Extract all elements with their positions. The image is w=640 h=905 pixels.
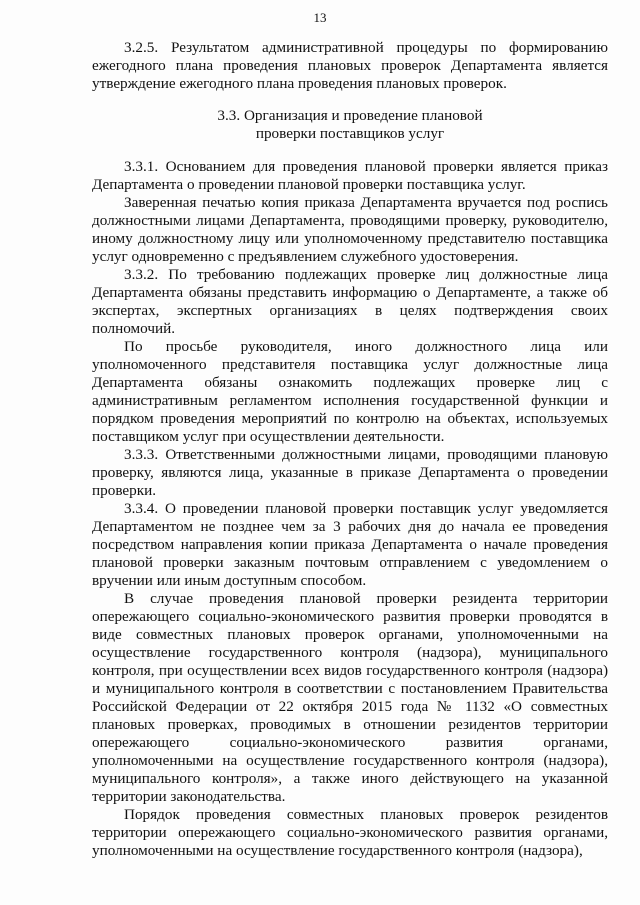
paragraph-resident-check: В случае проведения плановой проверки резидента территории опережающего социально-экономического развития проверки проводятся в виде совместных плановых проверок органами, уполномоченными на осуществление государственного контроля (надзора), муниципального контроля, при осуществлении всех видов государственного контроля (надзора) и муниципального контроля в соответствии с постановлением Правительства Российской Федерации от 22 октября 2015 года № 1132 «О совместных плановых проверках, проводимых в отношении резидентов территории опережающего социально-экономического развития органами, уполномоченными на осуществление государственного контроля (надзора), муниципального контроля», а также иного действующего на указанной территории законодательства. [92, 590, 608, 805]
paragraph-on-request: По просьбе руководителя, иного должностного лица или уполномоченного представителя поставщика услуг должностные лица Департамента обязаны ознакомить подлежащих проверке лиц с административным регламентом исполнения государственной функции и порядком проведения мероприятий по контролю на объектах, используемых поставщиком услуг при осуществлении деятельности. [92, 338, 608, 445]
paragraph-3-3-2: 3.3.2. По требованию подлежащих проверке лиц должностные лица Департамента обязаны представить информацию о Департаменте, а также об экспертах, экспертных организациях в целях подтверждения своих полномочий. [92, 266, 608, 337]
section-heading-line1: 3.3. Организация и проведение плановой [217, 107, 483, 124]
paragraph-certified-copy: Заверенная печатью копия приказа Департамента вручается под роспись должностными лицами Департамента, проводящими проверку, руководителю, иному должностному лицу или уполномоченному представителю поставщика услуг одновременно с предъявлением служебного удостоверения. [92, 194, 608, 265]
page-number: 13 [313, 10, 327, 25]
paragraph-3-2-5: 3.2.5. Результатом административной процедуры по формированию ежегодного плана проведения плановых проверок Департамента является утверждение ежегодного плана проведения плановых проверок. [92, 39, 608, 92]
section-heading-line2: проверки поставщиков услуг [255, 125, 445, 142]
section-heading [92, 107, 608, 143]
paragraph-3-3-4: 3.3.4. О проведении плановой проверки поставщик услуг уведомляется Департаментом не позднее чем за 3 рабочих дня до начала ее проведения посредством направления копии приказа Департамента о начале проведения плановой проверки заказным почтовым отправлением с уведомлением о вручении или иным доступным способом. [92, 500, 608, 589]
paragraph-3-3-3: 3.3.3. Ответственными должностными лицами, проводящими плановую проверку, являются лица, указанные в приказе Департамента о проведении проверки. [92, 446, 608, 499]
paragraph-joint-checks-order: Порядок проведения совместных плановых проверок резидентов территории опережающего социально-экономического развития органами, уполномоченными на осуществление государственного контроля (надзора), [92, 806, 608, 859]
paragraph-3-3-1: 3.3.1. Основанием для проведения плановой проверки является приказ Департамента о проведении плановой проверки поставщика услуг. [92, 158, 608, 193]
